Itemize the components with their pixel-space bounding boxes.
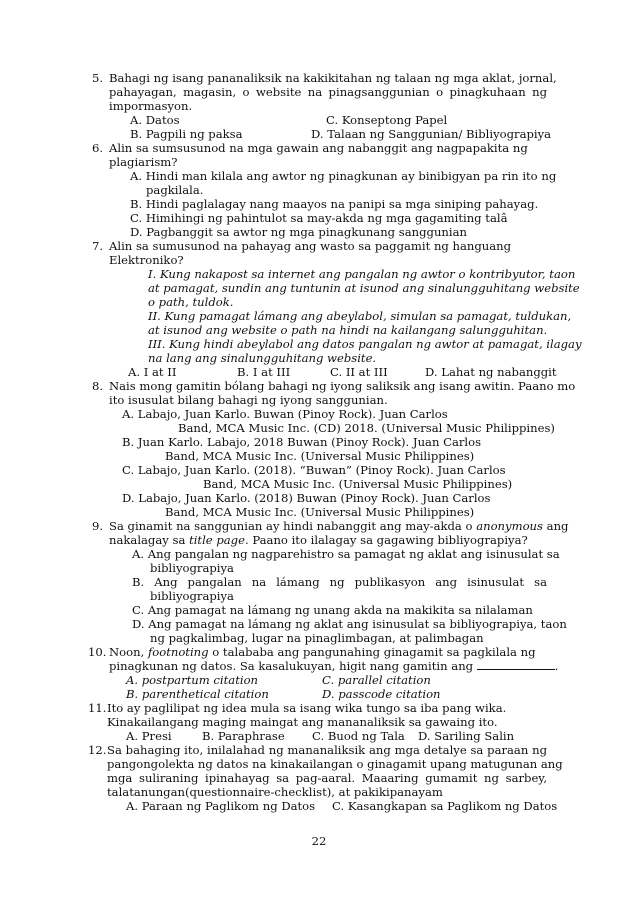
question-text: . Paano ito ilalagay sa gagawing bibliyograpiya? xyxy=(244,533,528,547)
question-text-line xyxy=(109,519,569,533)
question-text: nakalagay sa xyxy=(109,533,190,547)
choice-a: A. Labajo, Juan Karlo. Buwan (Pinoy Rock). Juan Carlos xyxy=(122,407,448,421)
statement-line: II. Kung pamagat lámang ang abeylabol, simulan sa pamagat, tuldukan, xyxy=(148,309,572,323)
statement-line: at isunod ang website o path na hindi na kailangang salungguhitan. xyxy=(148,323,548,337)
question-number: 12. xyxy=(88,743,107,757)
question-number: 6. xyxy=(92,141,104,155)
question-number: 9. xyxy=(92,519,104,533)
question-text: o talababa ang pangunahing ginagamit sa pagkilala ng xyxy=(208,645,536,659)
choice-a: A. postpartum citation xyxy=(126,673,259,687)
choice-d: D. Pagbanggit sa awtor ng mga pinagkunang sanggunian xyxy=(130,225,467,239)
choice-b: B. parenthetical citation xyxy=(126,687,269,701)
choice-b: B. Hindi paglalagay nang maayos na panipi sa mga siniping pahayag. xyxy=(130,197,539,211)
question-text-line: Alin sa sumusunod na pahayag ang wasto sa paggamit ng hanguang xyxy=(109,239,512,253)
question-text-line xyxy=(109,645,536,659)
statement-line: o path, tuldok. xyxy=(148,295,234,309)
question-text-line: Elektroniko? xyxy=(109,253,184,267)
question-text: ang xyxy=(542,519,569,533)
question-text-line: Ito ay paglilipat ng idea mula sa isang wika tungo sa iba pang wika. xyxy=(107,701,507,715)
statement-line: III. Kung hindi abeylabol ang datos pangalan ng awtor at pamagat, ilagay xyxy=(148,337,582,351)
choice-b-continued: Band, MCA Music Inc. (Universal Music Philippines) xyxy=(165,449,475,463)
choice-d: D. Talaan ng Sanggunian/ Bibliyograpiya xyxy=(311,127,552,141)
choice-c: C. Himihingi ng pahintulot sa may-akda ng mga gagamiting talâ xyxy=(130,211,508,225)
choice-d: D. Labajo, Juan Karlo. (2018) Buwan (Pinoy Rock). Juan Carlos xyxy=(122,491,491,505)
choice-c-continued: Band, MCA Music Inc. (Universal Music Philippines) xyxy=(203,477,513,491)
choice-a-continued: bibliyograpiya xyxy=(150,561,234,575)
choice-b: B. Paraphrase xyxy=(202,729,285,743)
question-text-line: Alin sa sumsusunod na mga gawain ang nabanggit ang nagpapakita ng xyxy=(109,141,528,155)
statement-line: na lang ang sinalungguhitang website. xyxy=(148,351,377,365)
question-text-line: Sa bahaging ito, inilalahad ng mananaliksik ang mga detalye sa paraan ng xyxy=(107,743,547,757)
question-text-line: Nais mong gamitin bólang bahagi ng iyong saliksik ang isang awitin. Paano mo xyxy=(109,379,576,393)
question-text-italic: anonymous xyxy=(476,519,543,533)
question-text-line: pangongolekta ng datos na kinakailangan o ginagamit upang matugunan ang xyxy=(107,757,563,771)
choice-a: A. Ang pangalan ng nagparehistro sa pamagat ng aklat ang isinusulat sa xyxy=(132,547,560,561)
question-text-italic: footnoting xyxy=(147,645,209,659)
question-text-line: ito isusulat bilang bahagi ng iyong sanggunian. xyxy=(109,393,388,407)
choice-c: C. parallel citation xyxy=(322,673,431,687)
statement-line: I. Kung nakapost sa internet ang pangalan ng awtor o kontribyutor, taon xyxy=(148,267,576,281)
question-text-line: talatanungan(questionnaire-checklist), at pakikipanayam xyxy=(107,785,443,799)
choice-c: C. II at III xyxy=(330,365,388,379)
choice-d: D. Lahat ng nabanggit xyxy=(425,365,557,379)
answer-blank xyxy=(477,659,555,670)
question-text-line: Kinakailangang maging maingat ang mananaliksik sa gawaing ito. xyxy=(107,715,498,729)
question-number: 11. xyxy=(88,701,107,715)
choice-d: D. Ang pamagat na lámang ng aklat ang isinusulat sa bibliyograpiya, taon xyxy=(132,617,567,631)
choice-a: A. Hindi man kilala ang awtor ng pinagkunan ay binibigyan pa rin ito ng xyxy=(130,169,557,183)
choice-b-continued: bibliyograpiya xyxy=(150,589,234,603)
choice-a: A. I at II xyxy=(128,365,177,379)
choice-a: A. Presi xyxy=(126,729,172,743)
question-number: 8. xyxy=(92,379,104,393)
choice-d-continued: ng pagkalimbag, lugar na pinaglimbagan, at palimbagan xyxy=(150,631,484,645)
statement-line: at pamagat, sundin ang tuntunin at isunod ang sinalungguhitang website xyxy=(148,281,580,295)
question-text-line: plagiarism? xyxy=(109,155,178,169)
question-number: 5. xyxy=(92,71,104,85)
question-text: pinagkunan ng datos. Sa kasalukuyan, higit nang gamitin ang xyxy=(109,659,474,673)
choice-b: B. Juan Karlo. Labajo, 2018 Buwan (Pinoy Rock). Juan Carlos xyxy=(122,435,482,449)
question-number: 10. xyxy=(88,645,107,659)
choice-a-continued: Band, MCA Music Inc. (CD) 2018. (Universal Music Philippines) xyxy=(178,421,555,435)
choice-b: B. I at III xyxy=(237,365,291,379)
question-text: Sa ginamit na sanggunian ay hindi nabanggit ang may-akda o xyxy=(109,519,477,533)
choice-d-continued: Band, MCA Music Inc. (Universal Music Philippines) xyxy=(165,505,475,519)
question-text-line xyxy=(109,659,558,673)
question-text-italic: title page xyxy=(189,533,245,547)
choice-d: D. Sariling Salin xyxy=(418,729,515,743)
question-text: Noon, xyxy=(109,645,148,659)
choice-a-continued: pagkilala. xyxy=(146,183,204,197)
question-text-line: impormasyon. xyxy=(109,99,193,113)
choice-d: D. passcode citation xyxy=(322,687,441,701)
choice-b: B. Pagpili ng paksa xyxy=(130,127,243,141)
choice-c: C. Konseptong Papel xyxy=(326,113,448,127)
choice-a: A. Datos xyxy=(130,113,180,127)
question-text-line: Bahagi ng isang pananaliksik na kakikitahan ng talaan ng mga aklat, jornal, xyxy=(109,71,557,85)
choice-c: C. Buod ng Tala xyxy=(312,729,405,743)
question-text: . xyxy=(554,659,559,673)
page-number: 22 xyxy=(311,834,327,848)
question-number: 7. xyxy=(92,239,104,253)
question-text-line xyxy=(109,533,528,547)
choice-c: C. Kasangkapan sa Paglikom ng Datos xyxy=(332,799,558,813)
choice-b: B. Ang pangalan na lámang ng publikasyon ang isinusulat sa xyxy=(132,575,547,589)
choice-c: C. Labajo, Juan Karlo. (2018). “Buwan” (Pinoy Rock). Juan Carlos xyxy=(122,463,506,477)
question-text-line: pahayagan, magasin, o website na pinagsanggunian o pinagkuhaan ng xyxy=(109,85,547,99)
question-text-line: mga suliraning ipinahayag sa pag-aaral. Maaaring gumamit ng sarbey, xyxy=(107,771,547,785)
choice-c: C. Ang pamagat na lámang ng unang akda na makikita sa nilalaman xyxy=(132,603,533,617)
choice-a: A. Paraan ng Paglikom ng Datos xyxy=(126,799,316,813)
